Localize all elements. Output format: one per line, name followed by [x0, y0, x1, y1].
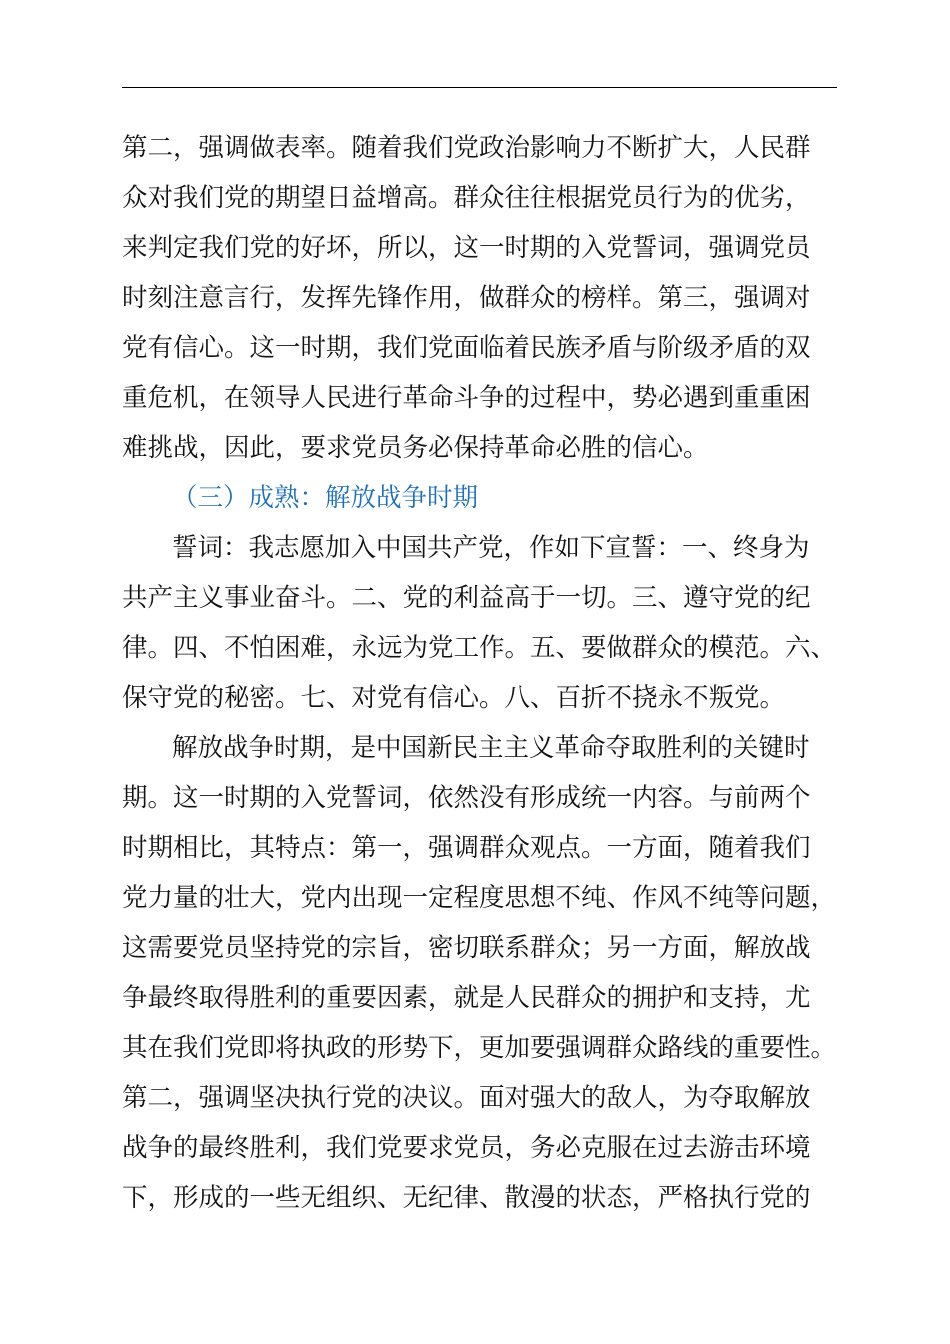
- body-line: 时期相比，其特点：第一，强调群众观点。一方面，随着我们: [122, 833, 811, 863]
- paragraph-line: 党有信心。这一时期，我们党面临着民族矛盾与阶级矛盾的双: [122, 333, 811, 363]
- paragraph-line: 难挑战，因此，要求党员务必保持革命必胜的信心。: [122, 433, 709, 463]
- paragraph-line: 来判定我们党的好坏，所以，这一时期的入党誓词，强调党员: [122, 233, 811, 263]
- section-heading: （三）成熟：解放战争时期: [172, 483, 479, 513]
- oath-line: 律。四、不怕困难，永远为党工作。五、要做群众的模范。六、: [122, 633, 837, 663]
- oath-line: 保守党的秘密。七、对党有信心。八、百折不挠永不叛党。: [122, 683, 786, 713]
- body-line: 党力量的壮大，党内出现一定程度思想不纯、作风不纯等问题，: [122, 883, 837, 913]
- paragraph-line: 众对我们党的期望日益增高。群众往往根据党员行为的优劣，: [122, 183, 811, 213]
- body-line: 战争的最终胜利，我们党要求党员，务必克服在过去游击环境: [122, 1133, 811, 1163]
- paragraph-line: 时刻注意言行，发挥先锋作用，做群众的榜样。第三，强调对: [122, 283, 811, 313]
- body-line: 争最终取得胜利的重要因素，就是人民群众的拥护和支持，尤: [122, 983, 811, 1013]
- body-line: 第二，强调坚决执行党的决议。面对强大的敌人，为夺取解放: [122, 1083, 811, 1113]
- body-line: 这需要党员坚持党的宗旨，密切联系群众；另一方面，解放战: [122, 933, 811, 963]
- paragraph-line: 第二，强调做表率。随着我们党政治影响力不断扩大，人民群: [122, 133, 811, 163]
- oath-line: 共产主义事业奋斗。二、党的利益高于一切。三、遵守党的纪: [122, 583, 811, 613]
- oath-line: 誓词：我志愿加入中国共产党，作如下宣誓：一、终身为: [172, 533, 810, 563]
- body-line: 期。这一时期的入党誓词，依然没有形成统一内容。与前两个: [122, 783, 811, 813]
- header-rule: [122, 87, 837, 88]
- body-line: 下，形成的一些无组织、无纪律、散漫的状态，严格执行党的: [122, 1183, 811, 1213]
- body-line: 其在我们党即将执政的形势下，更加要强调群众路线的重要性。: [122, 1033, 837, 1063]
- paragraph-line: 重危机，在领导人民进行革命斗争的过程中，势必遇到重重困: [122, 383, 811, 413]
- body-line: 解放战争时期，是中国新民主主义革命夺取胜利的关键时: [172, 733, 810, 763]
